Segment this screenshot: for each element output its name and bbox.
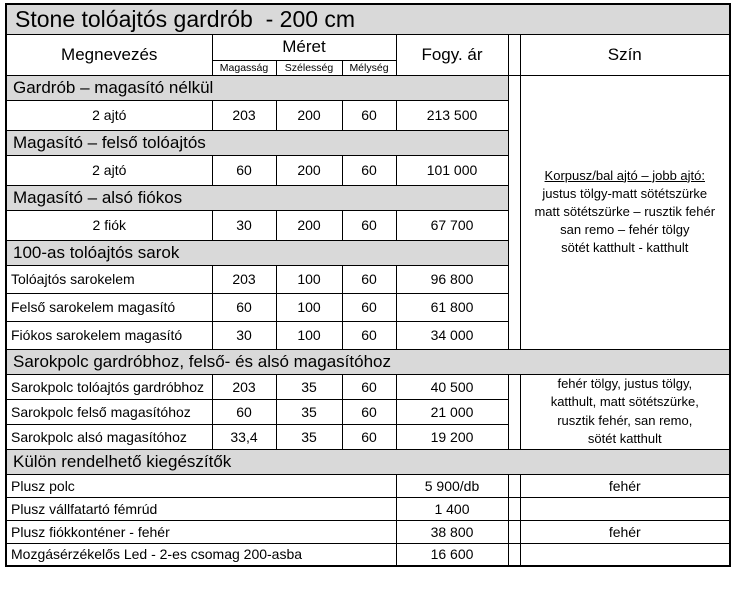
item-name: Plusz vállfatartó fémrúd <box>6 497 396 520</box>
item-price: 5 900/db <box>396 474 508 497</box>
price-table <box>5 3 731 567</box>
item-width: 200 <box>276 100 342 130</box>
table-row <box>6 374 730 399</box>
item-depth: 60 <box>342 424 396 449</box>
item-height: 30 <box>212 210 276 240</box>
color-option-line: fehér tölgy, justus tölgy, <box>557 376 693 392</box>
item-depth: 60 <box>342 155 396 185</box>
section-header-magasito-felso-toloajtos: Magasító – felső tolóajtós <box>6 130 508 155</box>
item-height: 203 <box>212 100 276 130</box>
item-color <box>520 497 730 520</box>
section-header-sarokpolc: Sarokpolc gardróbhoz, felső- és alsó magasítóhoz <box>6 349 730 374</box>
item-width: 100 <box>276 293 342 321</box>
item-width: 35 <box>276 424 342 449</box>
item-name: Plusz fiókkonténer - fehér <box>6 520 396 543</box>
item-name: Fiókos sarokelem magasító <box>6 321 212 349</box>
item-depth: 60 <box>342 100 396 130</box>
color-options-sarokpolc <box>520 374 730 449</box>
item-color <box>520 543 730 566</box>
document-title: Stone tolóajtós gardrób - 200 cm <box>6 4 730 34</box>
item-name: Tolóajtós sarokelem <box>6 265 212 293</box>
color-options-main <box>520 75 730 349</box>
item-width: 35 <box>276 399 342 424</box>
table-row <box>6 497 730 520</box>
item-price: 38 800 <box>396 520 508 543</box>
item-name: Felső sarokelem magasító <box>6 293 212 321</box>
spacer-column-sarokpolc <box>508 374 520 449</box>
item-color: fehér <box>520 520 730 543</box>
spacer-cell <box>508 543 520 566</box>
item-price: 21 000 <box>396 399 508 424</box>
item-width: 200 <box>276 210 342 240</box>
item-price: 16 600 <box>396 543 508 566</box>
color-option-line: matt sötétszürke – rusztik fehér <box>534 203 716 219</box>
item-name: 2 ajtó <box>6 155 212 185</box>
spacer-cell <box>508 497 520 520</box>
color-option-line: sötét katthult - katthult <box>561 240 689 256</box>
column-header-megnevezes: Megnevezés <box>6 34 212 75</box>
spacer-cell <box>508 520 520 543</box>
item-name: Plusz polc <box>6 474 396 497</box>
item-color: fehér <box>520 474 730 497</box>
subheader-melyseg: Mélység <box>342 60 396 75</box>
item-height: 33,4 <box>212 424 276 449</box>
item-price: 40 500 <box>396 374 508 399</box>
item-name: Sarokpolc felső magasítóhoz <box>6 399 212 424</box>
item-depth: 60 <box>342 293 396 321</box>
color-option-line: rusztik fehér, san remo, <box>557 412 693 428</box>
item-name: Sarokpolc tolóajtós gardróbhoz <box>6 374 212 399</box>
item-price: 96 800 <box>396 265 508 293</box>
color-options-heading: Korpusz/bal ajtó – jobb ajtó: <box>544 167 705 183</box>
item-depth: 60 <box>342 321 396 349</box>
item-price: 101 000 <box>396 155 508 185</box>
item-width: 200 <box>276 155 342 185</box>
item-name: 2 fiók <box>6 210 212 240</box>
color-option-line: justus tölgy-matt sötétszürke <box>542 185 708 201</box>
item-price: 61 800 <box>396 293 508 321</box>
color-option-line: san remo – fehér tölgy <box>560 222 690 238</box>
item-price: 67 700 <box>396 210 508 240</box>
subheader-szelesseg: Szélesség <box>276 60 342 75</box>
column-header-szin: Szín <box>520 34 730 75</box>
section-header-100as-toloajtos-sarok: 100-as tolóajtós sarok <box>6 240 508 265</box>
color-option-line: katthult, matt sötétszürke, <box>550 394 699 410</box>
item-price: 1 400 <box>396 497 508 520</box>
item-depth: 60 <box>342 265 396 293</box>
item-width: 35 <box>276 374 342 399</box>
spacer-column-main <box>508 75 520 349</box>
item-name: 2 ajtó <box>6 100 212 130</box>
table-row <box>6 520 730 543</box>
spacer-cell <box>508 474 520 497</box>
item-price: 213 500 <box>396 100 508 130</box>
item-width: 100 <box>276 265 342 293</box>
item-name: Mozgásérzékelős Led - 2-es csomag 200-asba <box>6 543 396 566</box>
item-depth: 60 <box>342 374 396 399</box>
item-height: 203 <box>212 265 276 293</box>
section-header-magasito-also-fiokos: Magasító – alsó fiókos <box>6 185 508 210</box>
item-height: 60 <box>212 155 276 185</box>
section-header-kiegeszitok: Külön rendelhető kiegészítők <box>6 449 730 474</box>
item-price: 19 200 <box>396 424 508 449</box>
item-name: Sarokpolc alsó magasítóhoz <box>6 424 212 449</box>
subheader-magassag: Magasság <box>212 60 276 75</box>
color-option-line: sötét katthult <box>587 430 662 446</box>
item-height: 60 <box>212 399 276 424</box>
column-header-meret: Méret <box>212 34 396 60</box>
item-height: 30 <box>212 321 276 349</box>
column-header-fogy-ar: Fogy. ár <box>396 34 508 75</box>
section-header-gardrob-magasito-nelkul: Gardrób – magasító nélkül <box>6 75 508 100</box>
item-depth: 60 <box>342 399 396 424</box>
item-height: 60 <box>212 293 276 321</box>
item-price: 34 000 <box>396 321 508 349</box>
table-row <box>6 474 730 497</box>
item-height: 203 <box>212 374 276 399</box>
item-width: 100 <box>276 321 342 349</box>
table-row <box>6 543 730 566</box>
spacer-column-header <box>508 34 520 75</box>
item-depth: 60 <box>342 210 396 240</box>
